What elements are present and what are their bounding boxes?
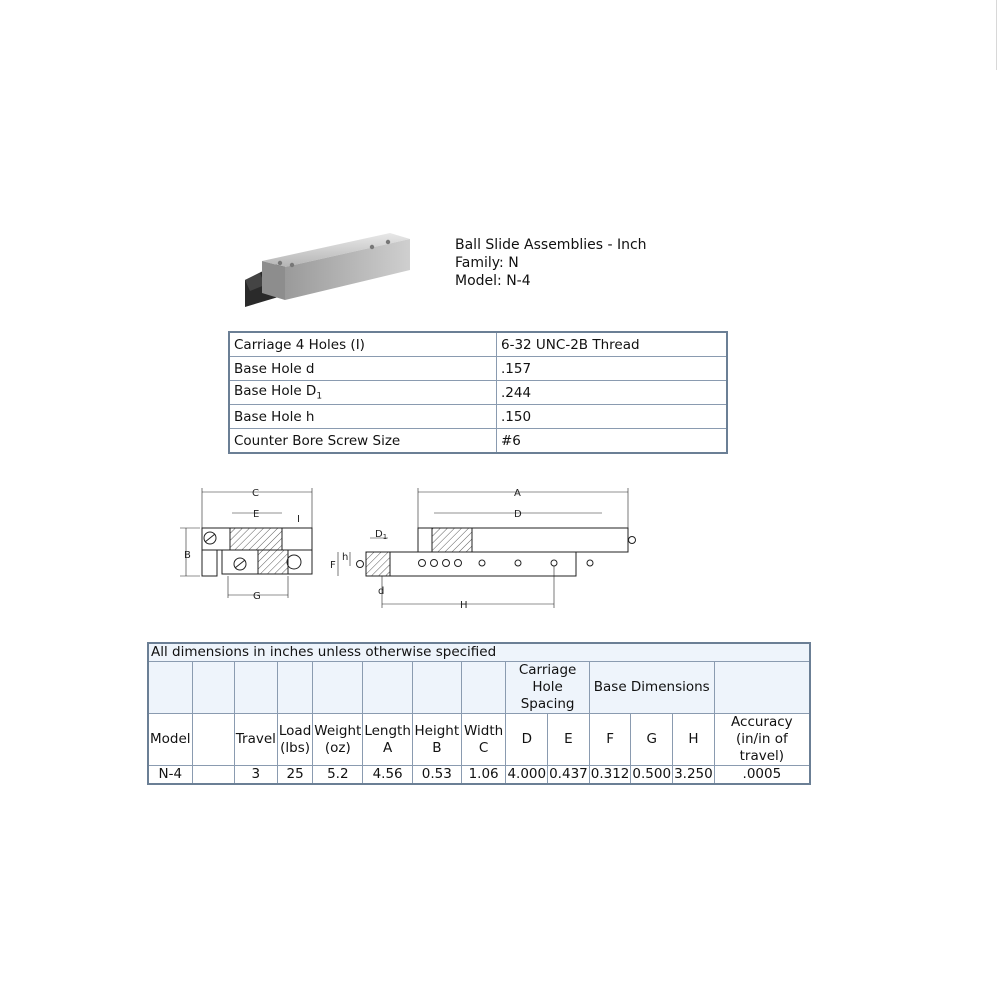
spec-row bbox=[229, 429, 727, 454]
col-length: Length A bbox=[363, 714, 413, 766]
group-cell-empty bbox=[148, 662, 192, 714]
label-d: D bbox=[514, 509, 522, 520]
spec-table bbox=[228, 331, 728, 454]
cell-blank bbox=[192, 766, 234, 785]
col-model: Model bbox=[148, 714, 192, 766]
spec-label-text: Base Hole D bbox=[234, 383, 317, 400]
spec-label: Base Hole d bbox=[229, 357, 497, 381]
window-edge-mark bbox=[996, 0, 1000, 70]
col-d: D bbox=[506, 714, 548, 766]
spec-value: 6-32 UNC-2B Thread bbox=[497, 332, 728, 357]
col-f: F bbox=[589, 714, 631, 766]
col-blank bbox=[192, 714, 234, 766]
spec-label bbox=[229, 381, 497, 405]
spec-value: .157 bbox=[497, 357, 728, 381]
col-width: Width C bbox=[461, 714, 506, 766]
label-b: B bbox=[184, 550, 191, 561]
col-load: Load (lbs) bbox=[277, 714, 312, 766]
col-travel: Travel bbox=[234, 714, 277, 766]
spec-row bbox=[229, 381, 727, 405]
dimensions-table bbox=[147, 642, 811, 785]
spec-label: Counter Bore Screw Size bbox=[229, 429, 497, 454]
cell-weight: 5.2 bbox=[313, 766, 363, 785]
label-e: E bbox=[253, 509, 260, 520]
technical-drawing bbox=[170, 480, 640, 620]
label-a: A bbox=[514, 488, 521, 499]
group-carriage-hole-spacing: Carriage Hole Spacing bbox=[506, 662, 589, 714]
col-accuracy: Accuracy (in/in of travel) bbox=[714, 714, 810, 766]
spec-row bbox=[229, 332, 727, 357]
col-weight: Weight (oz) bbox=[313, 714, 363, 766]
product-title: Ball Slide Assemblies - Inch bbox=[455, 237, 647, 253]
end-view bbox=[180, 488, 312, 602]
label-c: C bbox=[252, 488, 259, 499]
cell-model: N-4 bbox=[148, 766, 192, 785]
spec-value: .244 bbox=[497, 381, 728, 405]
spec-value: #6 bbox=[497, 429, 728, 454]
group-header-row bbox=[148, 662, 810, 714]
group-cell-empty bbox=[363, 662, 413, 714]
cell-g: 0.500 bbox=[632, 766, 672, 782]
group-cell-empty bbox=[192, 662, 234, 714]
label-d1-sub: 1 bbox=[382, 533, 388, 541]
cell-e: 0.437 bbox=[549, 766, 588, 782]
group-cell-empty bbox=[412, 662, 461, 714]
product-model: Model: N-4 bbox=[455, 273, 531, 289]
units-note: All dimensions in inches unless otherwise specified bbox=[148, 643, 810, 662]
spec-label-sub: 1 bbox=[316, 391, 323, 402]
cell-d: 4.000 bbox=[507, 766, 547, 782]
product-photo bbox=[240, 225, 420, 310]
label-f: F bbox=[330, 560, 336, 571]
group-cell-empty bbox=[234, 662, 277, 714]
label-g: G bbox=[253, 591, 261, 602]
cell-f: 0.312 bbox=[590, 766, 630, 782]
label-h: H bbox=[460, 600, 468, 611]
spec-row bbox=[229, 357, 727, 381]
side-view bbox=[330, 488, 636, 611]
col-height: Height B bbox=[412, 714, 461, 766]
spec-label: Base Hole h bbox=[229, 405, 497, 429]
label-d1 bbox=[375, 529, 387, 541]
group-cell-empty bbox=[461, 662, 506, 714]
group-base-dimensions: Base Dimensions bbox=[589, 662, 714, 714]
table-row bbox=[148, 766, 810, 785]
col-h: H bbox=[673, 714, 715, 766]
group-cell-empty bbox=[714, 662, 810, 714]
col-e: E bbox=[548, 714, 590, 766]
column-header-row bbox=[148, 714, 810, 766]
product-family: Family: N bbox=[455, 255, 519, 271]
cell-width: 1.06 bbox=[461, 766, 506, 785]
cell-h: 3.250 bbox=[674, 766, 713, 782]
spec-value: .150 bbox=[497, 405, 728, 429]
cell-length: 4.56 bbox=[363, 766, 413, 785]
group-cell-empty bbox=[277, 662, 312, 714]
label-d-small: d bbox=[378, 586, 385, 597]
product-caption bbox=[455, 236, 647, 290]
label-d1-main: D bbox=[375, 529, 383, 540]
cell-accuracy: .0005 bbox=[714, 766, 810, 785]
spec-row bbox=[229, 405, 727, 429]
col-g: G bbox=[631, 714, 673, 766]
label-h-small: h bbox=[342, 552, 349, 563]
cell-travel: 3 bbox=[234, 766, 277, 785]
cell-load: 25 bbox=[277, 766, 312, 785]
spec-label: Carriage 4 Holes (I) bbox=[229, 332, 497, 357]
group-cell-empty bbox=[313, 662, 363, 714]
cell-height: 0.53 bbox=[412, 766, 461, 785]
note-row bbox=[148, 643, 810, 662]
label-i: I bbox=[297, 514, 300, 525]
